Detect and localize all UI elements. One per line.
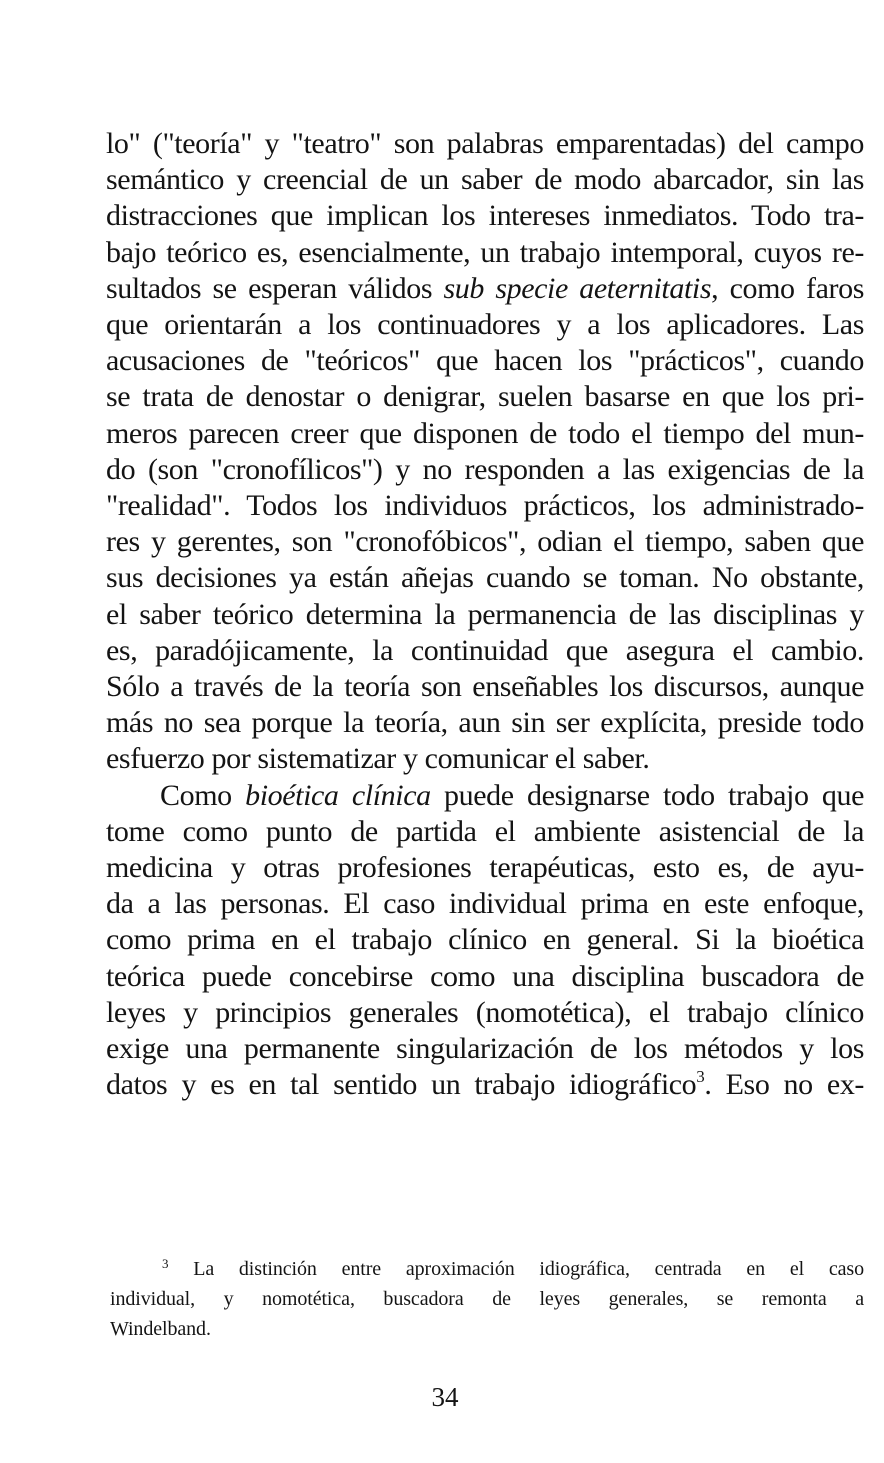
text-line xyxy=(106,778,864,814)
footnote xyxy=(110,1254,864,1344)
footnote-marker: 3 xyxy=(162,1256,169,1271)
paragraph-2 xyxy=(106,778,864,1104)
text-line: meros parecen creer que disponen de todo el tiempo del mun- xyxy=(106,416,864,450)
text-line: leyes y principios generales (nomotética), el trabajo clínico xyxy=(106,995,864,1029)
text-line xyxy=(106,1067,864,1103)
text-line: acusaciones de "teóricos" que hacen los "prácticos", cuando xyxy=(106,344,864,378)
text-line: teórica puede concebirse como una disciplina buscadora de xyxy=(106,959,864,993)
text-run: puede designarse todo trabajo que xyxy=(430,778,865,812)
text-line: lo" ("teoría" y "teatro" son palabras emparentadas) del campo xyxy=(106,127,864,160)
text-line: distracciones que implican los intereses inmediatos. Todo tra- xyxy=(106,199,864,233)
text-run: datos y es en tal sentido un trabajo idiográfico xyxy=(106,1068,697,1102)
text-line: como prima en el trabajo clínico en general. Si la bioética xyxy=(106,923,864,957)
text-line: "realidad". Todos los individuos prácticos, los administrado- xyxy=(106,489,864,523)
text-line: es, paradójicamente, la continuidad que asegura el cambio. xyxy=(106,633,864,667)
text-line: bajo teórico es, esencialmente, un trabajo intemporal, cuyos re- xyxy=(106,235,864,269)
text-line: exige una permanente singularización de los métodos y los xyxy=(106,1032,864,1066)
text-line: sus decisiones ya están añejas cuando se toman. No obstante, xyxy=(106,561,864,595)
text-line: res y gerentes, son "cronofóbicos", odian el tiempo, saben que xyxy=(106,525,864,559)
text-line: se trata de denostar o denigrar, suelen basarse en que los pri- xyxy=(106,380,864,414)
footnote-text: La distinción entre aproximación idiográfica, centrada en el caso xyxy=(193,1258,865,1280)
text-run: sultados se esperan válidos xyxy=(106,271,444,305)
footnote-reference: 3 xyxy=(696,1067,705,1087)
footnote-line xyxy=(110,1254,864,1284)
text-line: medicina y otras profesiones terapéuticas, esto es, de ayu- xyxy=(106,851,864,885)
text-line: da a las personas. El caso individual prima en este enfoque, xyxy=(106,887,864,921)
page-number: 34 xyxy=(431,1382,459,1412)
text-line: esfuerzo por sistematizar y comunicar el saber. xyxy=(106,742,650,776)
term-bioetica-clinica: bioética clínica xyxy=(245,778,431,812)
footnote-line: individual, y nomotética, buscadora de leyes generales, se remonta a xyxy=(110,1288,864,1310)
text-line xyxy=(106,271,864,307)
latin-phrase: sub specie aeternitatis xyxy=(443,271,712,305)
text-line: tome como punto de partida el ambiente asistencial de la xyxy=(106,814,864,848)
paragraph-1 xyxy=(106,126,864,778)
text-line: el saber teórico determina la permanencia de las disciplinas y xyxy=(106,597,864,631)
footnote-line: Windelband. xyxy=(110,1318,211,1340)
text-line: semántico y creencial de un saber de modo abarcador, sin las xyxy=(106,163,864,197)
text-line: Sólo a través de la teoría son enseñables los discursos, aunque xyxy=(106,670,864,704)
text-line: do (son "cronofílicos") y no responden a las exigencias de la xyxy=(106,452,864,486)
text-run: , como faros xyxy=(711,271,864,305)
text-line: más no sea porque la teoría, aun sin ser explícita, preside todo xyxy=(106,706,864,740)
text-line: que orientarán a los continuadores y a los aplicadores. Las xyxy=(106,308,864,342)
text-run: . Eso no ex- xyxy=(704,1068,865,1102)
main-text xyxy=(106,126,864,1103)
text-run: Como xyxy=(160,778,246,812)
